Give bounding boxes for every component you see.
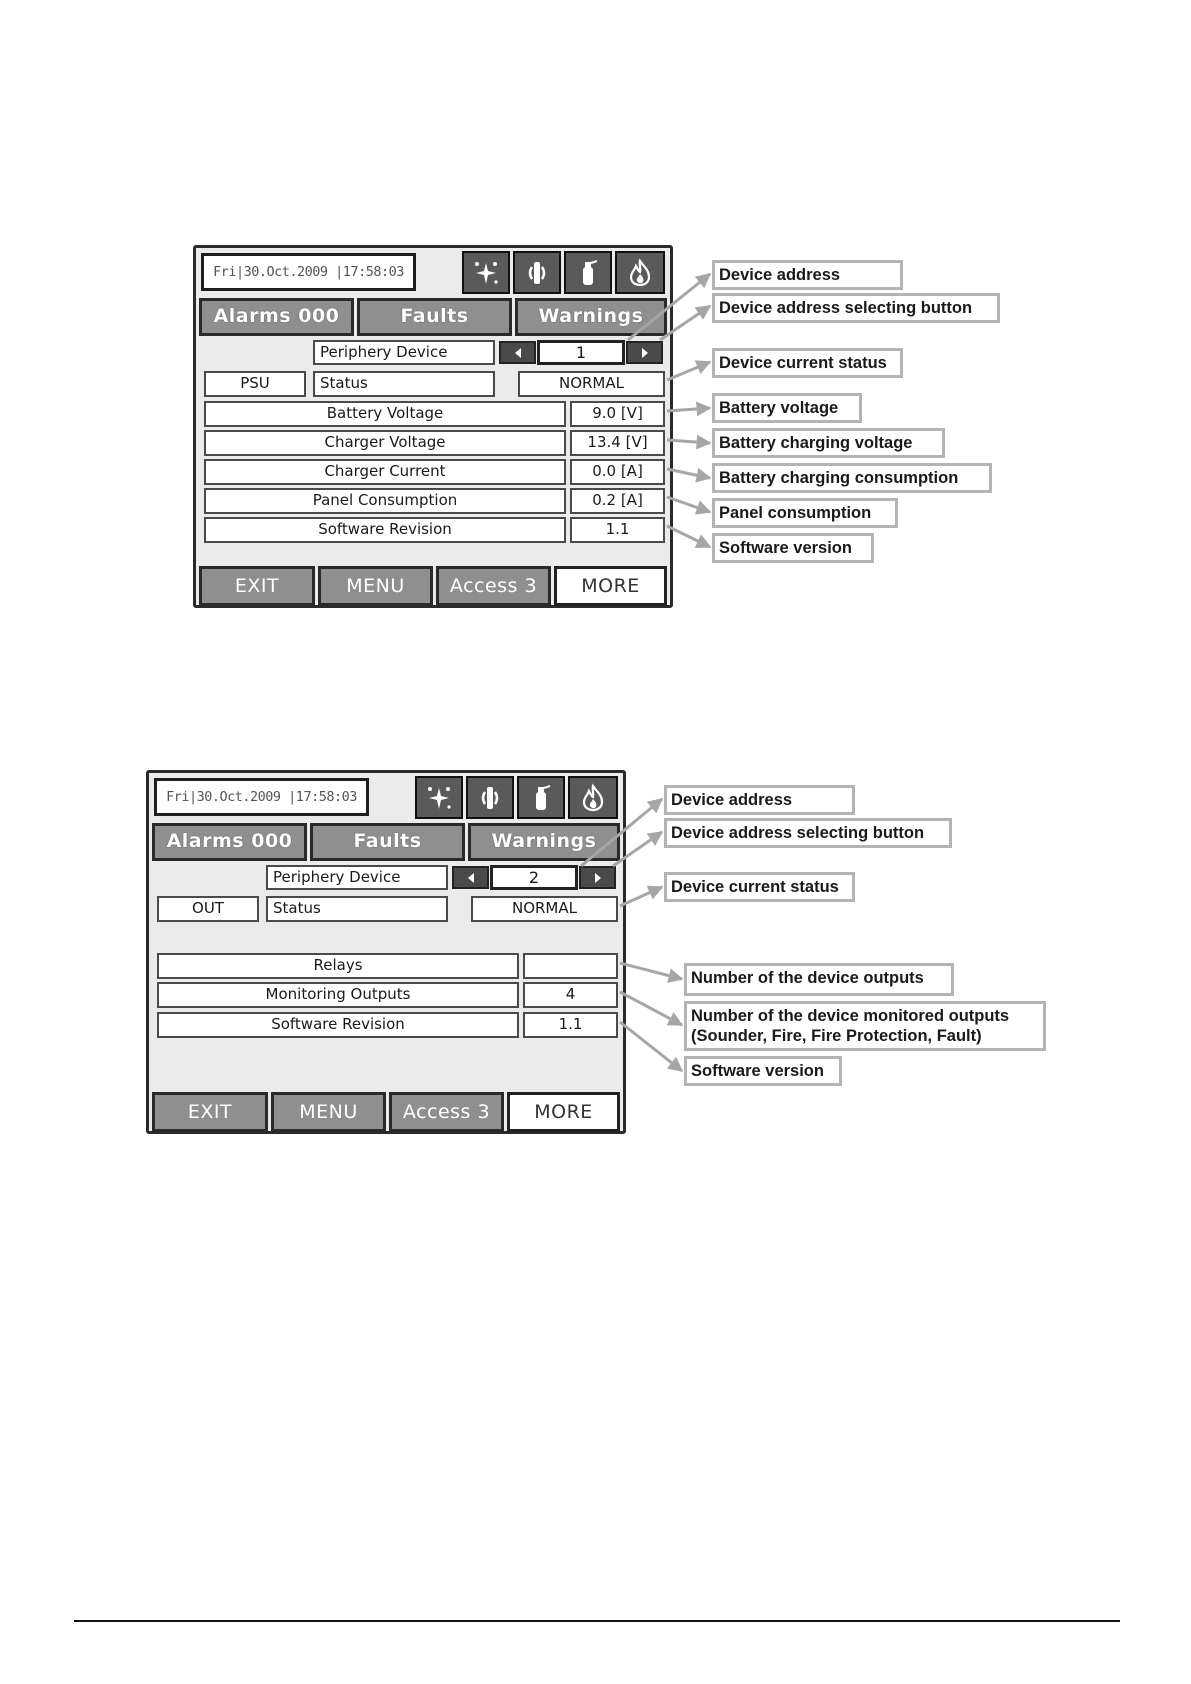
arrow-device-address-2 [581,799,662,866]
row-value-battery-voltage: 9.0 [V] [570,401,665,427]
arrow-software-version-2 [620,1022,682,1071]
row-label-software-revision: Software Revision [204,517,566,543]
arrow-device-status-2 [620,887,662,906]
row-label-panel-consumption: Panel Consumption [204,488,566,514]
status-value: NORMAL [518,371,665,397]
exit-button[interactable]: EXIT [152,1092,268,1132]
access-button[interactable]: Access 3 [436,566,551,606]
row-value-charger-voltage: 13.4 [V] [570,430,665,456]
arrow-device-address [628,274,710,340]
tab-alarms[interactable]: Alarms 000 [199,298,354,336]
row-label-software-revision: Software Revision [157,1012,519,1038]
exit-button[interactable]: EXIT [199,566,315,606]
more-button[interactable]: MORE [507,1092,620,1132]
callout-device-status: Device current status [712,348,903,378]
datetime-display: Fri|30.Oct.2009 |17:58:03 [201,253,416,291]
arrow-charging-voltage [667,440,710,443]
arrow-panel-consumption [667,497,710,512]
callout-battery-charging-voltage: Battery charging voltage [712,428,945,458]
menu-button[interactable]: MENU [271,1092,386,1132]
arrow-device-status [667,362,710,380]
row-label-relays: Relays [157,953,519,979]
callout-software-version: Software version [684,1056,842,1086]
arrow-address-selecting-2 [613,832,662,866]
row-label-charger-current: Charger Current [204,459,566,485]
callout-monitored-line2: (Sounder, Fire, Fire Protection, Fault) [691,1027,982,1045]
callout-device-status: Device current status [664,872,855,902]
callout-number-of-outputs: Number of the device outputs [684,963,954,996]
row-label-monitoring-outputs: Monitoring Outputs [157,982,519,1008]
access-button[interactable]: Access 3 [389,1092,504,1132]
datetime-display: Fri|30.Oct.2009 |17:58:03 [154,778,369,816]
row-label-charger-voltage: Charger Voltage [204,430,566,456]
row-label-battery-voltage: Battery Voltage [204,401,566,427]
row-value-software-revision: 1.1 [570,517,665,543]
callout-battery-charging-consumption: Battery charging consumption [712,463,992,493]
tab-faults[interactable]: Faults [310,823,465,861]
tab-warnings[interactable]: Warnings [515,298,667,336]
callout-address-selecting-button: Device address selecting button [712,293,1000,323]
row-value-monitoring-outputs: 4 [523,982,618,1008]
tab-warnings[interactable]: Warnings [468,823,620,861]
device-address-field[interactable]: 2 [490,865,578,890]
status-value: NORMAL [471,896,618,922]
arrow-address-selecting [660,306,710,340]
periphery-device-label: Periphery Device [313,340,495,365]
callout-monitored-line1: Number of the device monitored outputs [691,1007,1010,1025]
callout-device-address: Device address [664,785,855,815]
callout-panel-consumption: Panel consumption [712,498,898,528]
callout-address-selecting-button: Device address selecting button [664,818,952,848]
page-footer-rule [74,1620,1120,1622]
tab-alarms[interactable]: Alarms 000 [152,823,307,861]
arrow-battery-voltage [667,408,710,411]
arrow-number-outputs [620,963,682,979]
device-type-field: PSU [204,371,306,397]
arrow-charging-consumption [667,469,710,478]
callout-software-version: Software version [712,533,874,563]
status-label: Status [266,896,448,922]
more-button[interactable]: MORE [554,566,667,606]
row-value-panel-consumption: 0.2 [A] [570,488,665,514]
periphery-device-label: Periphery Device [266,865,448,890]
row-value-software-revision: 1.1 [523,1012,618,1038]
row-value-charger-current: 0.0 [A] [570,459,665,485]
status-label: Status [313,371,495,397]
menu-button[interactable]: MENU [318,566,433,606]
arrow-software-version [667,526,710,547]
arrow-monitored-outputs [620,992,682,1025]
tab-faults[interactable]: Faults [357,298,512,336]
callout-device-address: Device address [712,260,903,290]
device-type-field: OUT [157,896,259,922]
device-address-field[interactable]: 1 [537,340,625,365]
callout-battery-voltage: Battery voltage [712,393,862,423]
